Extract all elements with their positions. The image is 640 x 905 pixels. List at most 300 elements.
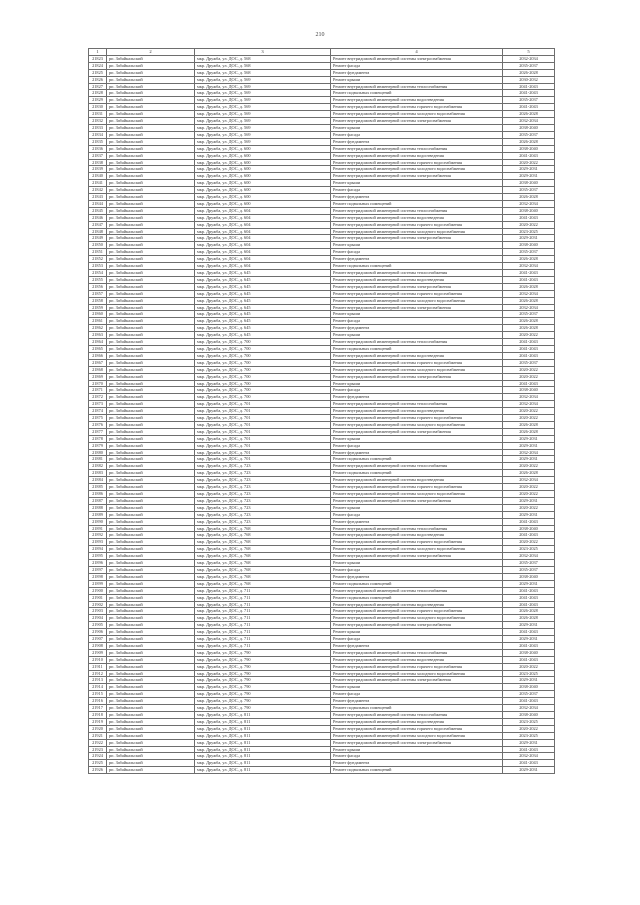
cell-address: мкр. Дружба, ул. ДОС, д. 711 [195, 642, 331, 649]
cell-address: мкр. Дружба, ул. ДОС, д. 600 [195, 159, 331, 166]
cell-settlement: рп. Забайкальский [107, 194, 195, 201]
cell-row-number: 21849 [89, 235, 107, 242]
cell-work-type: Ремонт фундамента [331, 394, 503, 401]
cell-address: мкр. Дружба, ул. ДОС, д. 701 [195, 408, 331, 415]
cell-period: 2032-2034 [503, 553, 555, 560]
cell-work-type: Ремонт внутридомовой инженерной системы электроснабжения [331, 304, 503, 311]
cell-settlement: рп. Забайкальский [107, 663, 195, 670]
cell-settlement: рп. Забайкальский [107, 345, 195, 352]
cell-row-number: 21897 [89, 566, 107, 573]
table-row [89, 725, 555, 732]
cell-address: мкр. Дружба, ул. ДОС, д. 701 [195, 449, 331, 456]
table-row [89, 339, 555, 346]
cell-work-type: Ремонт фундамента [331, 69, 503, 76]
cell-address: мкр. Дружба, ул. ДОС, д. 701 [195, 415, 331, 422]
cell-period: 2035-2037 [503, 97, 555, 104]
cell-work-type: Ремонт крыши [331, 684, 503, 691]
cell-settlement: рп. Забайкальский [107, 311, 195, 318]
cell-settlement: рп. Забайкальский [107, 573, 195, 580]
cell-row-number: 21920 [89, 725, 107, 732]
cell-row-number: 21842 [89, 187, 107, 194]
repair-schedule-table-container [88, 48, 554, 774]
cell-work-type: Ремонт внутридомовой инженерной системы электроснабжения [331, 739, 503, 746]
cell-work-type: Ремонт внутридомовой инженерной системы горячего водоснабжения [331, 663, 503, 670]
cell-row-number: 21857 [89, 290, 107, 297]
cell-settlement: рп. Забайкальский [107, 698, 195, 705]
cell-work-type: Ремонт внутридомовой инженерной системы теплоснабжения [331, 712, 503, 719]
cell-row-number: 21903 [89, 608, 107, 615]
cell-settlement: рп. Забайкальский [107, 221, 195, 228]
cell-settlement: рп. Забайкальский [107, 297, 195, 304]
cell-period: 2038-2040 [503, 573, 555, 580]
cell-row-number: 21831 [89, 111, 107, 118]
cell-period: 2032-2034 [503, 401, 555, 408]
cell-address: мкр. Дружба, ул. ДОС, д. 701 [195, 421, 331, 428]
cell-address: мкр. Дружба, ул. ДОС, д. 569 [195, 90, 331, 97]
cell-row-number: 21907 [89, 636, 107, 643]
table-row [89, 366, 555, 373]
cell-work-type: Ремонт внутридомовой инженерной системы холодного водоснабжения [331, 732, 503, 739]
cell-row-number: 21858 [89, 297, 107, 304]
cell-address: мкр. Дружба, ул. ДОС, д. 569 [195, 138, 331, 145]
table-row [89, 421, 555, 428]
cell-period: 2026-2028 [503, 194, 555, 201]
cell-settlement: рп. Забайкальский [107, 380, 195, 387]
cell-address: мкр. Дружба, ул. ДОС, д. 700 [195, 373, 331, 380]
cell-row-number: 21863 [89, 332, 107, 339]
cell-address: мкр. Дружба, ул. ДОС, д. 569 [195, 131, 331, 138]
table-row [89, 587, 555, 594]
cell-settlement: рп. Забайкальский [107, 525, 195, 532]
table-row [89, 166, 555, 173]
cell-settlement: рп. Забайкальский [107, 615, 195, 622]
cell-work-type: Ремонт крыши [331, 76, 503, 83]
cell-address: мкр. Дружба, ул. ДОС, д. 723 [195, 518, 331, 525]
table-row [89, 560, 555, 567]
table-row [89, 173, 555, 180]
table-row [89, 477, 555, 484]
table-row [89, 580, 555, 587]
cell-work-type: Ремонт фасада [331, 753, 503, 760]
cell-address: мкр. Дружба, ул. ДОС, д. 723 [195, 491, 331, 498]
cell-period: 2041-2043 [503, 601, 555, 608]
table-row [89, 345, 555, 352]
cell-work-type: Ремонт фундамента [331, 573, 503, 580]
cell-address: мкр. Дружба, ул. ДОС, д. 645 [195, 283, 331, 290]
table-row [89, 470, 555, 477]
cell-period: 2023-2025 [503, 546, 555, 553]
cell-row-number: 21883 [89, 470, 107, 477]
cell-address: мкр. Дружба, ул. ДОС, д. 604 [195, 228, 331, 235]
cell-row-number: 21924 [89, 753, 107, 760]
table-row [89, 318, 555, 325]
cell-period: 2020-2022 [503, 504, 555, 511]
cell-period: 2041-2043 [503, 518, 555, 525]
cell-row-number: 21868 [89, 366, 107, 373]
cell-row-number: 21874 [89, 408, 107, 415]
table-row [89, 663, 555, 670]
cell-work-type: Ремонт внутридомовой инженерной системы горячего водоснабжения [331, 484, 503, 491]
cell-period: 2029-2031 [503, 739, 555, 746]
cell-row-number: 21837 [89, 152, 107, 159]
cell-address: мкр. Дружба, ул. ДОС, д. 723 [195, 484, 331, 491]
cell-row-number: 21836 [89, 145, 107, 152]
cell-address: мкр. Дружба, ул. ДОС, д. 723 [195, 470, 331, 477]
cell-address: мкр. Дружба, ул. ДОС, д. 723 [195, 463, 331, 470]
cell-settlement: рп. Забайкальский [107, 718, 195, 725]
cell-address: мкр. Дружба, ул. ДОС, д. 600 [195, 180, 331, 187]
cell-period: 2020-2022 [503, 366, 555, 373]
table-body [89, 55, 555, 773]
cell-address: мкр. Дружба, ул. ДОС, д. 790 [195, 684, 331, 691]
cell-period: 2035-2037 [503, 359, 555, 366]
cell-row-number: 21859 [89, 304, 107, 311]
table-row [89, 532, 555, 539]
cell-period: 2029-2031 [503, 511, 555, 518]
cell-settlement: рп. Забайкальский [107, 532, 195, 539]
table-row [89, 408, 555, 415]
cell-work-type: Ремонт внутридомовой инженерной системы холодного водоснабжения [331, 297, 503, 304]
cell-work-type: Ремонт фасада [331, 249, 503, 256]
cell-row-number: 21911 [89, 663, 107, 670]
cell-address: мкр. Дружба, ул. ДОС, д. 604 [195, 221, 331, 228]
cell-row-number: 21884 [89, 477, 107, 484]
table-row [89, 622, 555, 629]
cell-address: мкр. Дружба, ул. ДОС, д. 723 [195, 497, 331, 504]
cell-settlement: рп. Забайкальский [107, 739, 195, 746]
cell-period: 2038-2040 [503, 649, 555, 656]
cell-settlement: рп. Забайкальский [107, 166, 195, 173]
table-row [89, 263, 555, 270]
cell-row-number: 21896 [89, 560, 107, 567]
table-row [89, 636, 555, 643]
cell-period: 2026-2028 [503, 470, 555, 477]
cell-row-number: 21878 [89, 435, 107, 442]
cell-period: 2032-2034 [503, 449, 555, 456]
cell-row-number: 21834 [89, 131, 107, 138]
table-row [89, 601, 555, 608]
cell-settlement: рп. Забайкальский [107, 180, 195, 187]
cell-address: мкр. Дружба, ул. ДОС, д. 768 [195, 525, 331, 532]
cell-work-type: Ремонт внутридомовой инженерной системы водоотведения [331, 718, 503, 725]
table-row [89, 401, 555, 408]
table-row [89, 691, 555, 698]
table-row [89, 152, 555, 159]
cell-row-number: 21921 [89, 732, 107, 739]
cell-period: 2026-2028 [503, 283, 555, 290]
cell-work-type: Ремонт внутридомовой инженерной системы горячего водоснабжения [331, 725, 503, 732]
cell-row-number: 21832 [89, 118, 107, 125]
cell-work-type: Ремонт внутридомовой инженерной системы электроснабжения [331, 173, 503, 180]
cell-row-number: 21891 [89, 525, 107, 532]
cell-settlement: рп. Забайкальский [107, 428, 195, 435]
cell-settlement: рп. Забайкальский [107, 304, 195, 311]
cell-address: мкр. Дружба, ул. ДОС, д. 569 [195, 124, 331, 131]
cell-settlement: рп. Забайкальский [107, 118, 195, 125]
table-row [89, 435, 555, 442]
cell-address: мкр. Дружба, ул. ДОС, д. 645 [195, 318, 331, 325]
table-row [89, 159, 555, 166]
cell-period: 2032-2034 [503, 394, 555, 401]
cell-address: мкр. Дружба, ул. ДОС, д. 790 [195, 691, 331, 698]
cell-row-number: 21877 [89, 428, 107, 435]
cell-period: 2032-2034 [503, 290, 555, 297]
cell-settlement: рп. Забайкальский [107, 69, 195, 76]
cell-address: мкр. Дружба, ул. ДОС, д. 790 [195, 656, 331, 663]
table-row [89, 187, 555, 194]
cell-settlement: рп. Забайкальский [107, 270, 195, 277]
cell-address: мкр. Дружба, ул. ДОС, д. 604 [195, 249, 331, 256]
table-row [89, 732, 555, 739]
table-row [89, 442, 555, 449]
table-row [89, 359, 555, 366]
cell-work-type: Ремонт внутридомовой инженерной системы теплоснабжения [331, 649, 503, 656]
cell-address: мкр. Дружба, ул. ДОС, д. 768 [195, 532, 331, 539]
cell-settlement: рп. Забайкальский [107, 408, 195, 415]
cell-settlement: рп. Забайкальский [107, 684, 195, 691]
cell-work-type: Ремонт внутридомовой инженерной системы электроснабжения [331, 55, 503, 62]
cell-address: мкр. Дружба, ул. ДОС, д. 645 [195, 297, 331, 304]
cell-settlement: рп. Забайкальский [107, 470, 195, 477]
cell-address: мкр. Дружба, ул. ДОС, д. 600 [195, 173, 331, 180]
cell-row-number: 21916 [89, 698, 107, 705]
cell-work-type: Ремонт подвальных помещений [331, 470, 503, 477]
cell-address: мкр. Дружба, ул. ДОС, д. 811 [195, 739, 331, 746]
cell-row-number: 21870 [89, 380, 107, 387]
cell-row-number: 21892 [89, 532, 107, 539]
cell-address: мкр. Дружба, ул. ДОС, д. 645 [195, 332, 331, 339]
cell-settlement: рп. Забайкальский [107, 76, 195, 83]
cell-work-type: Ремонт внутридомовой инженерной системы теплоснабжения [331, 587, 503, 594]
cell-period: 2038-2040 [503, 207, 555, 214]
table-row [89, 415, 555, 422]
cell-period: 2029-2031 [503, 580, 555, 587]
cell-row-number: 21922 [89, 739, 107, 746]
cell-address: мкр. Дружба, ул. ДОС, д. 711 [195, 601, 331, 608]
cell-period: 2029-2031 [503, 435, 555, 442]
cell-period: 2035-2037 [503, 691, 555, 698]
cell-work-type: Ремонт фасада [331, 387, 503, 394]
cell-work-type: Ремонт крыши [331, 560, 503, 567]
cell-row-number: 21852 [89, 256, 107, 263]
cell-work-type: Ремонт внутридомовой инженерной системы водоотведения [331, 214, 503, 221]
table-row [89, 249, 555, 256]
cell-row-number: 21895 [89, 553, 107, 560]
cell-period: 2041-2043 [503, 746, 555, 753]
table-row [89, 311, 555, 318]
cell-row-number: 21923 [89, 746, 107, 753]
cell-work-type: Ремонт фасада [331, 187, 503, 194]
cell-settlement: рп. Забайкальский [107, 449, 195, 456]
cell-period: 2020-2022 [503, 491, 555, 498]
cell-work-type: Ремонт подвальных помещений [331, 580, 503, 587]
cell-period: 2029-2031 [503, 456, 555, 463]
cell-period: 2026-2028 [503, 421, 555, 428]
cell-address: мкр. Дружба, ул. ДОС, д. 568 [195, 62, 331, 69]
table-row [89, 518, 555, 525]
cell-settlement: рп. Забайкальский [107, 256, 195, 263]
cell-address: мкр. Дружба, ул. ДОС, д. 711 [195, 636, 331, 643]
cell-period: 2038-2040 [503, 145, 555, 152]
cell-address: мкр. Дружба, ул. ДОС, д. 768 [195, 553, 331, 560]
cell-row-number: 21864 [89, 339, 107, 346]
table-row [89, 739, 555, 746]
table-row [89, 387, 555, 394]
cell-row-number: 21840 [89, 173, 107, 180]
cell-period: 2035-2037 [503, 131, 555, 138]
cell-address: мкр. Дружба, ул. ДОС, д. 768 [195, 546, 331, 553]
cell-settlement: рп. Забайкальский [107, 760, 195, 767]
table-row [89, 235, 555, 242]
cell-address: мкр. Дружба, ул. ДОС, д. 790 [195, 705, 331, 712]
cell-period: 2020-2022 [503, 408, 555, 415]
cell-row-number: 21885 [89, 484, 107, 491]
cell-period: 2032-2034 [503, 200, 555, 207]
cell-address: мкр. Дружба, ул. ДОС, д. 790 [195, 670, 331, 677]
cell-work-type: Ремонт фасада [331, 636, 503, 643]
cell-settlement: рп. Забайкальский [107, 622, 195, 629]
cell-settlement: рп. Забайкальский [107, 691, 195, 698]
table-row [89, 656, 555, 663]
table-row [89, 753, 555, 760]
table-row [89, 283, 555, 290]
cell-row-number: 21898 [89, 573, 107, 580]
cell-work-type: Ремонт внутридомовой инженерной системы холодного водоснабжения [331, 111, 503, 118]
table-row [89, 221, 555, 228]
cell-address: мкр. Дружба, ул. ДОС, д. 723 [195, 504, 331, 511]
cell-settlement: рп. Забайкальский [107, 124, 195, 131]
table-row [89, 373, 555, 380]
cell-row-number: 21914 [89, 684, 107, 691]
cell-settlement: рп. Забайкальский [107, 421, 195, 428]
cell-row-number: 21839 [89, 166, 107, 173]
cell-row-number: 21894 [89, 546, 107, 553]
cell-period: 2032-2034 [503, 477, 555, 484]
cell-settlement: рп. Забайкальский [107, 712, 195, 719]
cell-period: 2041-2043 [503, 152, 555, 159]
cell-work-type: Ремонт фундамента [331, 325, 503, 332]
cell-address: мкр. Дружба, ул. ДОС, д. 568 [195, 55, 331, 62]
cell-row-number: 21905 [89, 622, 107, 629]
cell-period: 2023-2025 [503, 228, 555, 235]
cell-work-type: Ремонт внутридомовой инженерной системы водоотведения [331, 656, 503, 663]
cell-period: 2023-2025 [503, 718, 555, 725]
table-row [89, 484, 555, 491]
cell-period: 2030-2032 [503, 76, 555, 83]
cell-address: мкр. Дружба, ул. ДОС, д. 600 [195, 145, 331, 152]
cell-row-number: 21871 [89, 387, 107, 394]
cell-settlement: рп. Забайкальский [107, 152, 195, 159]
cell-row-number: 21850 [89, 242, 107, 249]
cell-work-type: Ремонт внутридомовой инженерной системы теплоснабжения [331, 207, 503, 214]
cell-period: 2038-2040 [503, 180, 555, 187]
cell-settlement: рп. Забайкальский [107, 705, 195, 712]
table-row [89, 242, 555, 249]
cell-work-type: Ремонт внутридомовой инженерной системы холодного водоснабжения [331, 366, 503, 373]
cell-settlement: рп. Забайкальский [107, 263, 195, 270]
cell-period: 2038-2040 [503, 525, 555, 532]
cell-settlement: рп. Забайкальский [107, 290, 195, 297]
cell-work-type: Ремонт внутридомовой инженерной системы водоотведения [331, 352, 503, 359]
cell-row-number: 21918 [89, 712, 107, 719]
cell-row-number: 21888 [89, 504, 107, 511]
cell-settlement: рп. Забайкальский [107, 732, 195, 739]
cell-period: 2020-2022 [503, 463, 555, 470]
cell-work-type: Ремонт фасада [331, 566, 503, 573]
cell-period: 2020-2022 [503, 539, 555, 546]
cell-settlement: рп. Забайкальский [107, 477, 195, 484]
table-row [89, 55, 555, 62]
cell-row-number: 21873 [89, 401, 107, 408]
cell-settlement: рп. Забайкальский [107, 670, 195, 677]
cell-row-number: 21829 [89, 97, 107, 104]
cell-row-number: 21902 [89, 601, 107, 608]
cell-row-number: 21867 [89, 359, 107, 366]
cell-address: мкр. Дружба, ул. ДОС, д. 811 [195, 753, 331, 760]
table-row [89, 463, 555, 470]
cell-row-number: 21848 [89, 228, 107, 235]
cell-settlement: рп. Забайкальский [107, 339, 195, 346]
cell-address: мкр. Дружба, ул. ДОС, д. 600 [195, 152, 331, 159]
cell-settlement: рп. Забайкальский [107, 359, 195, 366]
cell-settlement: рп. Забайкальский [107, 145, 195, 152]
cell-settlement: рп. Забайкальский [107, 484, 195, 491]
cell-address: мкр. Дружба, ул. ДОС, д. 711 [195, 594, 331, 601]
cell-settlement: рп. Забайкальский [107, 504, 195, 511]
cell-row-number: 21838 [89, 159, 107, 166]
cell-period: 2032-2034 [503, 55, 555, 62]
cell-period: 2041-2043 [503, 587, 555, 594]
cell-address: мкр. Дружба, ул. ДОС, д. 768 [195, 566, 331, 573]
cell-work-type: Ремонт внутридомовой инженерной системы водоотведения [331, 152, 503, 159]
cell-row-number: 21828 [89, 90, 107, 97]
cell-period: 2041-2043 [503, 532, 555, 539]
cell-work-type: Ремонт внутридомовой инженерной системы горячего водоснабжения [331, 608, 503, 615]
cell-address: мкр. Дружба, ул. ДОС, д. 645 [195, 290, 331, 297]
cell-address: мкр. Дружба, ул. ДОС, д. 711 [195, 615, 331, 622]
cell-settlement: рп. Забайкальский [107, 138, 195, 145]
cell-period: 2041-2043 [503, 345, 555, 352]
cell-settlement: рп. Забайкальский [107, 767, 195, 774]
cell-address: мкр. Дружба, ул. ДОС, д. 645 [195, 270, 331, 277]
cell-settlement: рп. Забайкальский [107, 546, 195, 553]
cell-settlement: рп. Забайкальский [107, 656, 195, 663]
cell-row-number: 21889 [89, 511, 107, 518]
cell-settlement: рп. Забайкальский [107, 491, 195, 498]
cell-period: 2026-2028 [503, 318, 555, 325]
table-row [89, 180, 555, 187]
cell-period: 2041-2043 [503, 104, 555, 111]
table-row [89, 83, 555, 90]
cell-settlement: рп. Забайкальский [107, 111, 195, 118]
table-row [89, 194, 555, 201]
cell-settlement: рп. Забайкальский [107, 131, 195, 138]
cell-row-number: 21844 [89, 200, 107, 207]
cell-settlement: рп. Забайкальский [107, 463, 195, 470]
cell-settlement: рп. Забайкальский [107, 325, 195, 332]
cell-period: 2029-2031 [503, 497, 555, 504]
table-row [89, 228, 555, 235]
cell-work-type: Ремонт внутридомовой инженерной системы электроснабжения [331, 118, 503, 125]
cell-period: 2041-2043 [503, 642, 555, 649]
cell-work-type: Ремонт крыши [331, 124, 503, 131]
table-row [89, 677, 555, 684]
cell-period: 2020-2022 [503, 725, 555, 732]
cell-row-number: 21899 [89, 580, 107, 587]
cell-settlement: рп. Забайкальский [107, 97, 195, 104]
table-row [89, 124, 555, 131]
cell-settlement: рп. Забайкальский [107, 104, 195, 111]
